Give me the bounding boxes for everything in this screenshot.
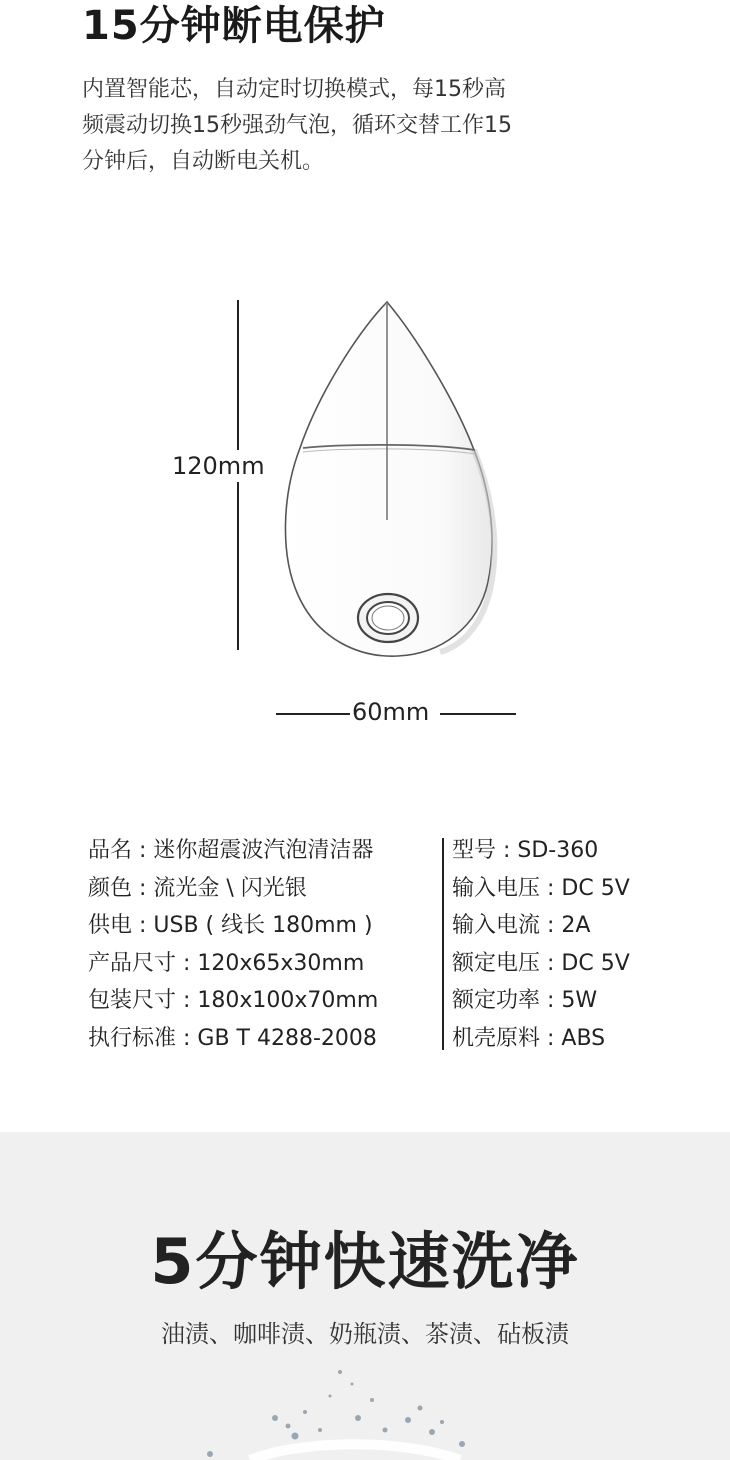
description-line: 分钟后，自动断电关机。 (82, 149, 325, 174)
spec-row: 机壳原料 : ABS (452, 1025, 606, 1051)
spec-row: 额定电压 : DC 5V (452, 950, 630, 976)
spec-row: 品名 : 迷你超震波汽泡清洁器 (88, 838, 374, 863)
section-title: 15分钟断电保护 (82, 3, 386, 49)
spec-divider (442, 838, 444, 1050)
spec-column-left (88, 832, 378, 1058)
width-dimension-line-right (440, 713, 516, 715)
quick-wash-subtitle: 油渍、咖啡渍、奶瓶渍、茶渍、砧板渍 (161, 1320, 569, 1348)
width-dimension-line-left (276, 713, 350, 715)
spec-row: 颜色 : 流光金 \ 闪光银 (88, 875, 307, 901)
spec-row: 额定功率 : 5W (452, 988, 598, 1014)
spec-row: 输入电压 : DC 5V (452, 875, 630, 901)
spec-row: 执行标准 : GB T 4288-2008 (88, 1025, 377, 1051)
description-line: 频震动切换15秒强劲气泡，循环交替工作15 (82, 113, 512, 138)
spec-table (88, 832, 688, 1052)
spec-row: 包装尺寸 : 180x100x70mm (88, 988, 379, 1014)
spec-row: 输入电流 : 2A (452, 913, 591, 939)
width-dimension-label: 60mm (352, 698, 430, 726)
spec-row: 产品尺寸 : 120x65x30mm (88, 950, 365, 976)
description-line: 内置智能芯，自动定时切换模式，每15秒高 (82, 77, 506, 102)
product-outline-illustration (0, 290, 730, 740)
water-splash-illustration (180, 1360, 520, 1460)
spec-row: 型号 : SD-360 (452, 838, 599, 863)
height-dimension-label: 120mm (172, 452, 265, 480)
quick-wash-title: 5分钟快速洗净 (150, 1225, 580, 1298)
spec-row: 供电 : USB ( 线长 180mm ) (88, 913, 373, 939)
section-description (82, 72, 622, 180)
spec-column-right (452, 832, 630, 1058)
